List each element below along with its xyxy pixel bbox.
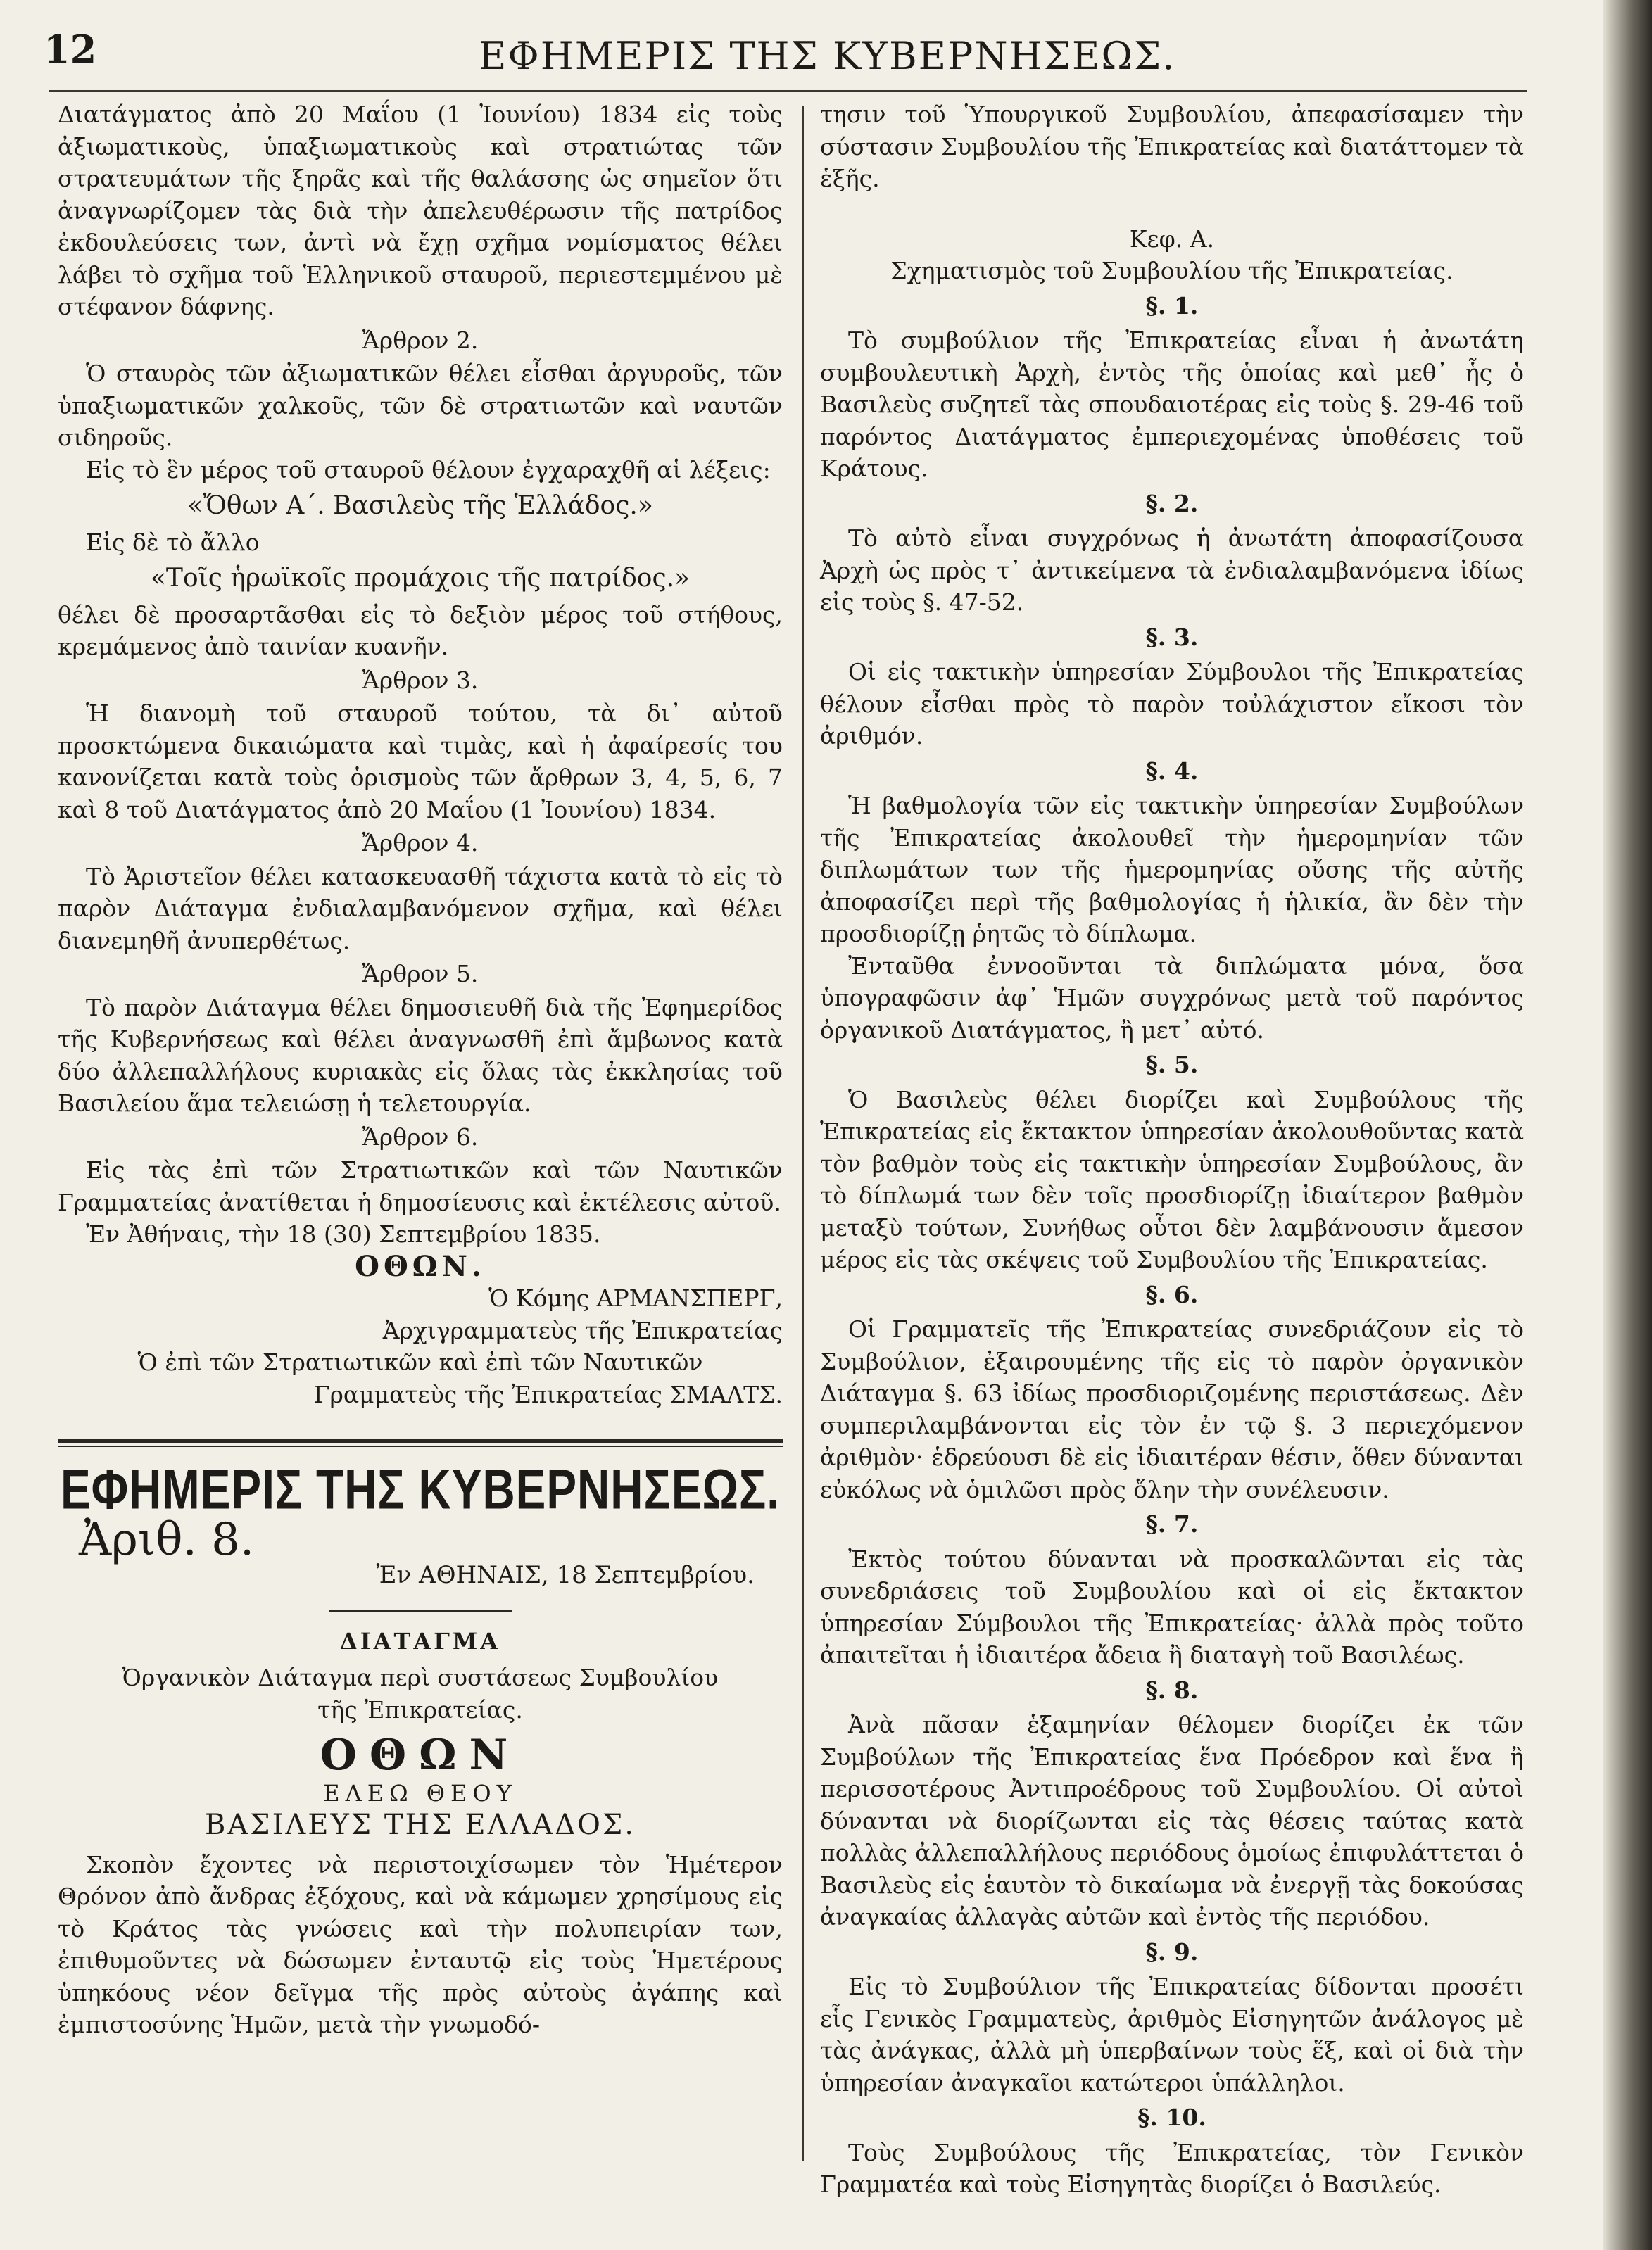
section-paragraph: Ἐκτὸς τούτου δύνανται νὰ προσκαλῶνται εἰς τὰς συνεδριάσεις τοῦ Συμβουλίου καὶ οἱ εἰς ἔκτακτον ὑπηρεσίαν Σύμβουλοι τῆς Ἐπικρατείας· ἀλλὰ πρὸς τοῦτο ἀπαιτεῖται ἡ ἰδιαιτέρα ἄδεια ἢ διαταγὴ τοῦ Βασιλέως. <box>820 1545 1524 1669</box>
decree-title: ΔΙΑΤΑΓΜΑ <box>339 1627 501 1655</box>
article-2-paragraph: θέλει δὲ προσαρτᾶσθαι εἰς τὸ δεξιὸν μέρος τοῦ στήθους, κρεμάμενος ἀπὸ ταινίαν κυανῆν. <box>58 600 783 660</box>
section-paragraph: Οἱ Γραμματεῖς τῆς Ἐπικρατείας συνεδριάζουν εἰς τὸ Συμβούλιον, ἐξαιρουμένης τῆς εἰς τὸ παρὸν ὀργανικὸν Διάταγμα §. 63 ἰδίως προσδιοριζομένης περιστάσεως. Δὲν συμπεριλαμβάνονται εἰς τὸν ἐν τῷ §. 3 περιεχόμενον ἀριθμὸν· ἑδρεύουσι δὲ εἰς ἰδιαιτέραν θέσιν, ὅθεν δύνανται εὐκόλως νὰ ὁμιλῶσι πρὸς ὅλην τὴν συνέλευσιν. <box>820 1315 1524 1503</box>
preamble: Σκοπὸν ἔχοντες νὰ περιστοιχίσωμεν τὸν Ἡμέτερον Θρόνον ἀπὸ ἄνδρας ἐξόχους, καὶ νὰ κάμωμεν χρησίμους εἰς τὸ Κράτος τὰς γνώσεις καὶ τὴν πολυπειρίαν των, ἐπιθυμοῦντες νὰ δώσωμεν ἐνταυτῷ εἰς τοὺς Ἡμετέρους ὑπηκόους νέον δεῖγμα τῆς πρὸς αὐτοὺς ἀγάπης καὶ ἐμπιστοσύνης Ἡμῶν, μετὰ τὴν γνωμοδό- <box>58 1850 783 2038</box>
page-edge-shadow <box>1603 0 1652 2250</box>
article-2-paragraph: Εἰς τὸ ἓν μέρος τοῦ σταυροῦ θέλουν ἐγχαραχθῆ αἱ λέξεις: <box>86 455 771 484</box>
article-2-heading: Ἄρθρον 2. <box>362 326 479 354</box>
title-rule <box>329 1610 512 1612</box>
cross-inscription-back: «Τοῖς ἡρωϊκοῖς προμάχοις τῆς πατρίδος.» <box>150 564 691 593</box>
section-paragraph: Εἰς τὸ Συμβούλιον τῆς Ἐπικρατείας δίδονται προσέτι εἷς Γενικὸς Γραμματεὺς, ἀριθμὸς Εἰσηγητῶν ἀνάλογος μὲ τὰς ἀνάγκας, ἀλλὰ μὴ ὑπερβαίνων τοὺς ἕξ, καὶ οἱ διὰ τὴν ὑπηρεσίαν ἀναγκαῖοι κατώτεροι ὑπάλληλοι. <box>820 1973 1524 2097</box>
opening-paragraph: Διατάγματος ἀπὸ 20 Μαΐου (1 Ἰουνίου) 1834 εἰς τοὺς ἀξιωματικοὺς, ὑπαξιωματικοὺς καὶ στρατιώτας τῶν στρατευμάτων τῆς ξηρᾶς καὶ τῆς θαλάσσης ὡς σημεῖον ὅτι ἀναγνωρίζομεν τὰς διὰ τὴν ἀπελευθέρωσιν τῆς πατρίδος ἐκδουλεύσεις των, ἀντὶ νὰ ἔχῃ σχῆμα νομίσματος θέλει λάβει τὸ σχῆμα τοῦ Ἑλληνικοῦ σταυροῦ, περιεστεμμένου μὲ στέφανον δάφνης. <box>58 101 783 320</box>
preamble-continued: τησιν τοῦ Ὑπουργικοῦ Συμβουλίου, ἀπεφασίσαμεν τὴν σύστασιν Συμβουλίου τῆς Ἐπικρατείας καὶ διατάττομεν τὰ ἑξῆς. <box>820 101 1524 192</box>
section-paragraph: Ἡ βαθμολογία τῶν εἰς τακτικὴν ὑπηρεσίαν Συμβούλων τῆς Ἐπικρατείας ἀκολουθεῖ τὴν ἡμερομηνίαν τῶν διπλωμάτων των τῆς ἡμερομηνίας οὔσης τῆς αὐτῆς ἀποφασίζει περὶ τῆς βαθμολογίας ἡ ἡλικία, ἂν δὲν τὴν προσδιορίζῃ ῥητῶς τὸ δίπλωμα. <box>820 792 1524 947</box>
issue-number: Ἀριθ. 8. <box>79 1514 255 1566</box>
article-5-text: Τὸ παρὸν Διάταγμα θέλει δημοσιευθῆ διὰ τῆς Ἐφημερίδος τῆς Κυβερνήσεως καὶ θέλει ἀναγνωσθῆ ἐπὶ ἄμβωνος κατὰ δύο ἀλλεπαλλήλους κυριακὰς εἰς ὅλας τὰς ἐκκλησίας τοῦ Βασιλείου ἅμα τελειώσῃ ἡ τελετουργία. <box>58 993 783 1117</box>
signature-count-title: Ἀρχιγραμματεὺς τῆς Ἐπικρατείας <box>382 1316 783 1344</box>
column-divider <box>802 106 804 2161</box>
section-number: §. 7. <box>1145 1510 1199 1538</box>
left-column <box>58 99 783 2041</box>
section-number: §. 4. <box>1145 757 1199 785</box>
running-head: ΕΦΗΜΕΡΙΣ ΤΗΣ ΚΥΒΕΡΝΗΣΕΩΣ. <box>479 34 1176 78</box>
article-3-text: Ἡ διανομὴ τοῦ σταυροῦ τούτου, τὰ δι᾽ αὐτοῦ προσκτώμενα δικαιώματα καὶ τιμὰς, καὶ ἡ ἀφαίρεσίς του κανονίζεται κατὰ τοὺς ὁρισμοὺς τῶν ἄρθρων 3, 4, 5, 6, 7 καὶ 8 τοῦ Διατάγματος ἀπὸ 20 Μαΐου (1 Ἰουνίου) 1834. <box>58 700 783 823</box>
article-6-text: Εἰς τὰς ἐπὶ τῶν Στρατιωτικῶν καὶ τῶν Ναυτικῶν Γραμματείας ἀνατίθεται ἡ δημοσίευσις καὶ ἐκτέλεσις αὐτοῦ. <box>58 1156 783 1216</box>
section-number: §. 1. <box>1145 291 1199 320</box>
king-name: ΟΘΩΝ <box>320 1731 521 1780</box>
grace-line: ΕΛΕΩ ΘΕΟΥ <box>323 1779 517 1807</box>
section-number: §. 8. <box>1145 1676 1199 1704</box>
signature-minister: Ὁ ἐπὶ τῶν Στρατιωτικῶν καὶ ἐπὶ τῶν Ναυτικῶν <box>137 1348 703 1376</box>
cross-inscription-front: «Ὄθων Α΄. Βασιλεὺς τῆς Ἑλλάδος.» <box>187 491 653 520</box>
section-paragraph: Ἀνὰ πᾶσαν ἑξαμηνίαν θέλομεν διορίζει ἐκ τῶν Συμβούλων τῆς Ἐπικρατείας ἕνα Πρόεδρον καὶ ἕνα ἢ περισσοτέρους Ἀντιπροέδρους τοῦ Συμβουλίου. Οἱ αὐτοὶ δύνανται νὰ διορίζωνται εἰς τὰς θέσεις ταύτας κατὰ πολλὰς ἀλλεπαλλήλους περιόδους ὁμοίως ἐπιφυλάττεται ὁ Βασιλεὺς εἰς ἑαυτὸν τὸ δικαίωμα νὰ ἐνεργῇ τὰς δοκούσας ἀναγκαίας ἀλλαγὰς αὐτῶν καὶ ἐντὸς τῆς περιόδου. <box>820 1711 1524 1930</box>
section-number: §. 5. <box>1145 1051 1199 1078</box>
section-paragraph: Ὁ Βασιλεὺς θέλει διορίζει καὶ Συμβούλους τῆς Ἐπικρατείας εἰς ἔκτακτον ὑπηρεσίαν ἀκολουθοῦντας κατὰ τὸν βαθμὸν τοὺς εἰς τακτικὴν ὑπηρεσίαν Συμβούλους, ἂν τὸ δίπλωμά των δὲν τοῖς προσδιορίζῃ ἰδιαίτερον βαθμὸν μεταξὺ τούτων, Συνήθως οὗτοι δὲν λαμβάνουσιν ἄμεσον μέρος εἰς τὰς σκέψεις τοῦ Συμβουλίου τῆς Ἐπικρατείας. <box>820 1085 1524 1273</box>
section-number: §. 9. <box>1145 1938 1199 1966</box>
article-4-text: Τὸ Ἀριστεῖον θέλει κατασκευασθῆ τάχιστα κατὰ τὸ εἰς τὸ παρὸν Διάταγμα ἐνδιαλαμβανόμενον σχῆμα, καὶ θέλει διανεμηθῆ ἀνυπερθέτως. <box>58 862 783 954</box>
right-column <box>820 99 1524 2201</box>
article-5-heading: Ἄρθρον 5. <box>362 960 479 987</box>
section-number: §. 10. <box>1137 2104 1206 2131</box>
sections-container <box>820 290 1524 2201</box>
signature-minister: Γραμματεὺς τῆς Ἐπικρατείας ΣΜΑΛΤΣ. <box>313 1380 783 1408</box>
masthead: ΕΦΗΜΕΡΙΣ ΤΗΣ ΚΥΒΕΡΝΗΣΕΩΣ. <box>60 1458 781 1521</box>
section-number: §. 6. <box>1145 1280 1199 1308</box>
decree-subtitle: Ὀργανικὸν Διάταγμα περὶ συστάσεως Συμβουλίου τῆς Ἐπικρατείας. <box>122 1664 719 1724</box>
article-4-heading: Ἄρθρον 4. <box>362 829 479 857</box>
section-separator <box>58 1439 783 1447</box>
article-6-heading: Ἄρθρον 6. <box>362 1123 479 1151</box>
section-paragraph: Τοὺς Συμβούλους τῆς Ἐπικρατείας, τὸν Γενικὸν Γραμματέα καὶ τοὺς Εἰσηγητὰς διορίζει ὁ Βασιλεύς. <box>820 2138 1524 2198</box>
article-3-heading: Ἄρθρον 3. <box>362 666 479 694</box>
date-line: Ἐν Ἀθήναις, τὴν 18 (30) Σεπτεμβρίου 1835. <box>86 1220 601 1248</box>
section-paragraph: Τὸ συμβούλιον τῆς Ἐπικρατείας εἶναι ἡ ἀνωτάτη συμβουλευτικὴ Ἀρχὴ, ἐντὸς τῆς ὁποίας καὶ μεθ᾽ ἧς ὁ Βασιλεὺς συζητεῖ τὰς σπουδαιοτέρας εἰς τοὺς §. 29-46 τοῦ παρόντος Διατάγματος ἐμπεριεχομένας ὑποθέσεις τοῦ Κράτους. <box>820 327 1524 482</box>
chapter-heading: Κεφ. Α. <box>1129 225 1215 253</box>
signature-count: Ὁ Κόμης ΑΡΜΑΝΣΠΕΡΓ, <box>488 1284 783 1312</box>
section-paragraph: Ἐνταῦθα ἐννοοῦνται τὰ διπλώματα μόνα, ὅσα ὑπογραφῶσιν ἀφ᾽ Ἡμῶν συγχρόνως μετὰ τοῦ παρόντος ὀργανικοῦ Διατάγματος, ἢ μετ᾽ αὐτό. <box>820 952 1524 1044</box>
section-number: §. 3. <box>1145 623 1199 651</box>
header-rule <box>49 90 1527 92</box>
article-2-paragraph: Εἰς δὲ τὸ ἄλλο <box>86 528 260 556</box>
king-title: ΒΑΣΙΛΕΥΣ ΤΗΣ ΕΛΛΑΔΟΣ. <box>205 1809 636 1841</box>
chapter-title: Σχηματισμὸς τοῦ Συμβουλίου τῆς Ἐπικρατείας. <box>890 257 1454 284</box>
issue-dateline: Ἐν ΑΘΗΝΑΙΣ, 18 Σεπτεμβρίου. <box>376 1561 755 1589</box>
article-2-paragraph: Ὁ σταυρὸς τῶν ἀξιωματικῶν θέλει εἶσθαι ἀργυροῦς, τῶν ὑπαξιωματικῶν χαλκοῦς, τῶν δὲ στρατιωτῶν καὶ ναυτῶν σιδηροῦς. <box>58 360 783 451</box>
page-number: 12 <box>44 27 97 72</box>
section-paragraph: Οἱ εἰς τακτικὴν ὑπηρεσίαν Σύμβουλοι τῆς Ἐπικρατείας θέλουν εἶσθαι πρὸς τὸ παρὸν τοὐλάχιστον εἴκοσι τὸν ἀριθμόν. <box>820 658 1524 750</box>
issue-row <box>58 1514 783 1592</box>
signature-king: ΟΘΩΝ. <box>355 1249 486 1283</box>
section-number: §. 2. <box>1145 489 1199 517</box>
section-paragraph: Τὸ αὐτὸ εἶναι συγχρόνως ἡ ἀνωτάτη ἀποφασίζουσα Ἀρχὴ ὡς πρὸς τ᾽ ἀντικείμενα τὰ ἐνδιαλαμβανόμενα ἰδίως εἰς τοὺς §. 47-52. <box>820 524 1524 616</box>
